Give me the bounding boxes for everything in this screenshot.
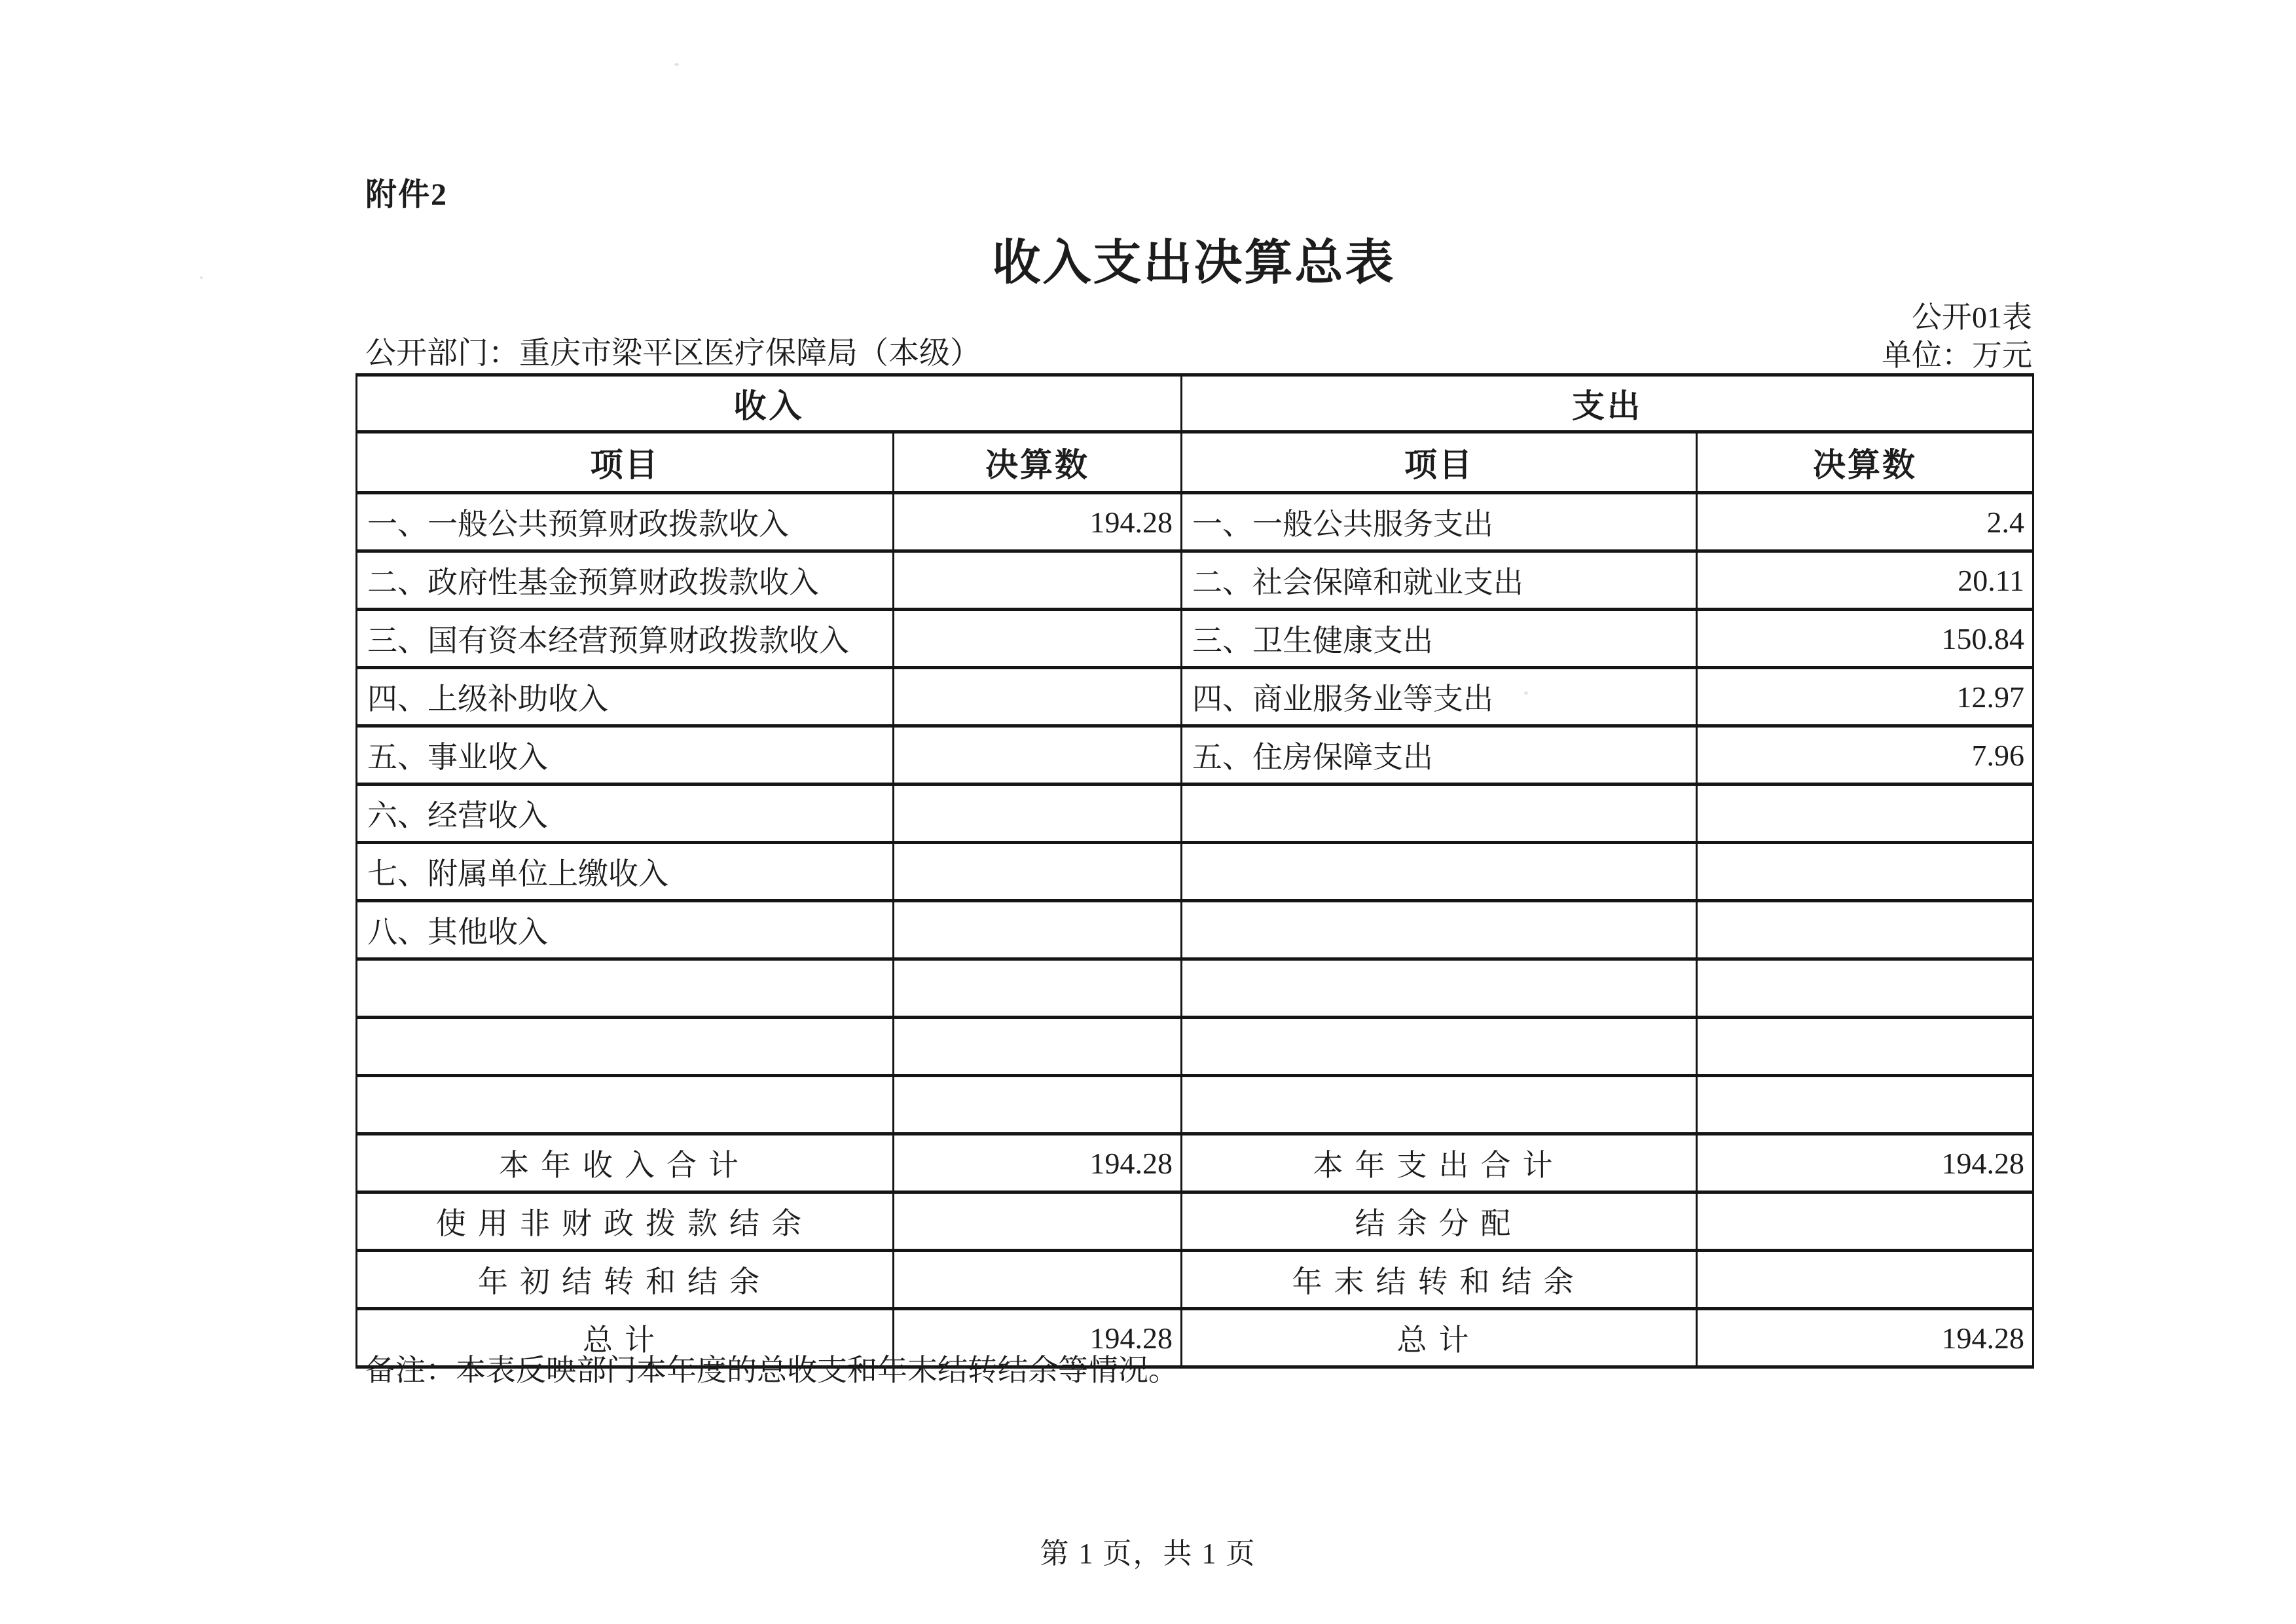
income-amount-cell bbox=[894, 843, 1182, 901]
income-item-cell: 五、事业收入 bbox=[357, 726, 894, 784]
income-amount-column-header: 决算数 bbox=[894, 432, 1182, 493]
income-amount-cell: 194.28 bbox=[894, 1134, 1182, 1192]
expense-amount-cell bbox=[1697, 843, 2033, 901]
expense-amount-cell: 194.28 bbox=[1697, 1309, 2033, 1367]
scan-speck bbox=[674, 63, 679, 66]
expense-amount-cell bbox=[1697, 1076, 2033, 1134]
income-amount-cell bbox=[894, 1018, 1182, 1076]
expense-amount-cell bbox=[1697, 784, 2033, 843]
department-label: 公开部门：重庆市梁平区医疗保障局（本级） bbox=[365, 337, 981, 371]
expense-item-column-header: 项目 bbox=[1182, 432, 1697, 493]
expense-item-cell: 一、一般公共服务支出 bbox=[1182, 493, 1697, 551]
expense-amount-cell: 2.4 bbox=[1697, 493, 2033, 551]
expense-amount-cell: 7.96 bbox=[1697, 726, 2033, 784]
expense-amount-cell bbox=[1697, 1018, 2033, 1076]
expense-amount-cell: 194.28 bbox=[1697, 1134, 2033, 1192]
income-amount-cell: 194.28 bbox=[894, 493, 1182, 551]
table-row bbox=[357, 610, 2033, 668]
expense-item-cell bbox=[1182, 959, 1697, 1018]
expense-amount-cell bbox=[1697, 1192, 2033, 1251]
expense-amount-column-header: 决算数 bbox=[1697, 432, 2033, 493]
expense-item-cell bbox=[1182, 901, 1697, 959]
expense-item-cell: 本年支出合计 bbox=[1182, 1134, 1697, 1192]
income-amount-cell bbox=[894, 668, 1182, 726]
expense-amount-cell bbox=[1697, 901, 2033, 959]
table-row bbox=[357, 493, 2033, 551]
income-item-cell: 使用非财政拨款结余 bbox=[357, 1192, 894, 1251]
expense-item-cell: 四、商业服务业等支出 bbox=[1182, 668, 1697, 726]
income-item-cell: 四、上级补助收入 bbox=[357, 668, 894, 726]
expense-item-cell: 三、卫生健康支出 bbox=[1182, 610, 1697, 668]
income-item-cell: 一、一般公共预算财政拨款收入 bbox=[357, 493, 894, 551]
income-item-cell bbox=[357, 1076, 894, 1134]
table-row bbox=[357, 726, 2033, 784]
expense-amount-cell: 12.97 bbox=[1697, 668, 2033, 726]
table-row bbox=[357, 1251, 2033, 1309]
table-row bbox=[357, 784, 2033, 843]
expense-item-cell: 二、社会保障和就业支出 bbox=[1182, 551, 1697, 610]
income-amount-cell bbox=[894, 726, 1182, 784]
note-text: 备注：本表反映部门本年度的总收支和年末结转结余等情况。 bbox=[365, 1354, 1178, 1387]
income-amount-cell bbox=[894, 901, 1182, 959]
income-group-header: 收入 bbox=[357, 375, 1182, 432]
expense-item-cell bbox=[1182, 1076, 1697, 1134]
table-row bbox=[357, 901, 2033, 959]
table-row bbox=[357, 843, 2033, 901]
income-amount-cell bbox=[894, 1192, 1182, 1251]
expense-amount-cell bbox=[1697, 959, 2033, 1018]
scan-speck bbox=[200, 276, 203, 279]
expense-item-cell: 五、住房保障支出 bbox=[1182, 726, 1697, 784]
page-title: 收入支出决算总表 bbox=[992, 236, 1396, 290]
income-item-cell: 二、政府性基金预算财政拨款收入 bbox=[357, 551, 894, 610]
income-amount-cell bbox=[894, 784, 1182, 843]
page-number-footer: 第 1 页，共 1 页 bbox=[1040, 1538, 1256, 1570]
income-amount-cell bbox=[894, 610, 1182, 668]
expense-group-header: 支出 bbox=[1182, 375, 2033, 432]
income-amount-cell bbox=[894, 1251, 1182, 1309]
income-amount-cell bbox=[894, 551, 1182, 610]
income-item-cell: 六、经营收入 bbox=[357, 784, 894, 843]
table-row bbox=[357, 668, 2033, 726]
expense-amount-cell bbox=[1697, 1251, 2033, 1309]
income-item-cell bbox=[357, 959, 894, 1018]
income-item-cell: 总计 bbox=[357, 1309, 894, 1367]
expense-amount-cell: 150.84 bbox=[1697, 610, 2033, 668]
expense-item-cell: 年末结转和结余 bbox=[1182, 1251, 1697, 1309]
unit-label: 单位：万元 bbox=[1882, 339, 2032, 372]
income-item-cell: 七、附属单位上缴收入 bbox=[357, 843, 894, 901]
table-column-header-row bbox=[357, 432, 2033, 493]
table-row bbox=[357, 959, 2033, 1018]
expense-amount-cell: 20.11 bbox=[1697, 551, 2033, 610]
expense-item-cell bbox=[1182, 843, 1697, 901]
income-item-column-header: 项目 bbox=[357, 432, 894, 493]
table-row bbox=[357, 1192, 2033, 1251]
expense-item-cell: 结余分配 bbox=[1182, 1192, 1697, 1251]
scan-speck bbox=[1524, 692, 1528, 695]
income-amount-cell bbox=[894, 1076, 1182, 1134]
table-row bbox=[357, 1018, 2033, 1076]
table-row bbox=[357, 1076, 2033, 1134]
table-group-header-row bbox=[357, 375, 2033, 432]
attachment-label: 附件2 bbox=[365, 177, 448, 212]
income-item-cell: 八、其他收入 bbox=[357, 901, 894, 959]
accounts-table bbox=[355, 373, 2034, 1369]
table-row bbox=[357, 551, 2033, 610]
table-row bbox=[357, 1134, 2033, 1192]
income-item-cell: 三、国有资本经营预算财政拨款收入 bbox=[357, 610, 894, 668]
expense-item-cell bbox=[1182, 784, 1697, 843]
income-item-cell bbox=[357, 1018, 894, 1076]
income-amount-cell: 194.28 bbox=[894, 1309, 1182, 1367]
table-code-label: 公开01表 bbox=[1912, 301, 2032, 334]
accounts-table-body bbox=[357, 493, 2033, 1367]
income-amount-cell bbox=[894, 959, 1182, 1018]
expense-item-cell bbox=[1182, 1018, 1697, 1076]
expense-item-cell: 总计 bbox=[1182, 1309, 1697, 1367]
income-item-cell: 年初结转和结余 bbox=[357, 1251, 894, 1309]
income-item-cell: 本年收入合计 bbox=[357, 1134, 894, 1192]
